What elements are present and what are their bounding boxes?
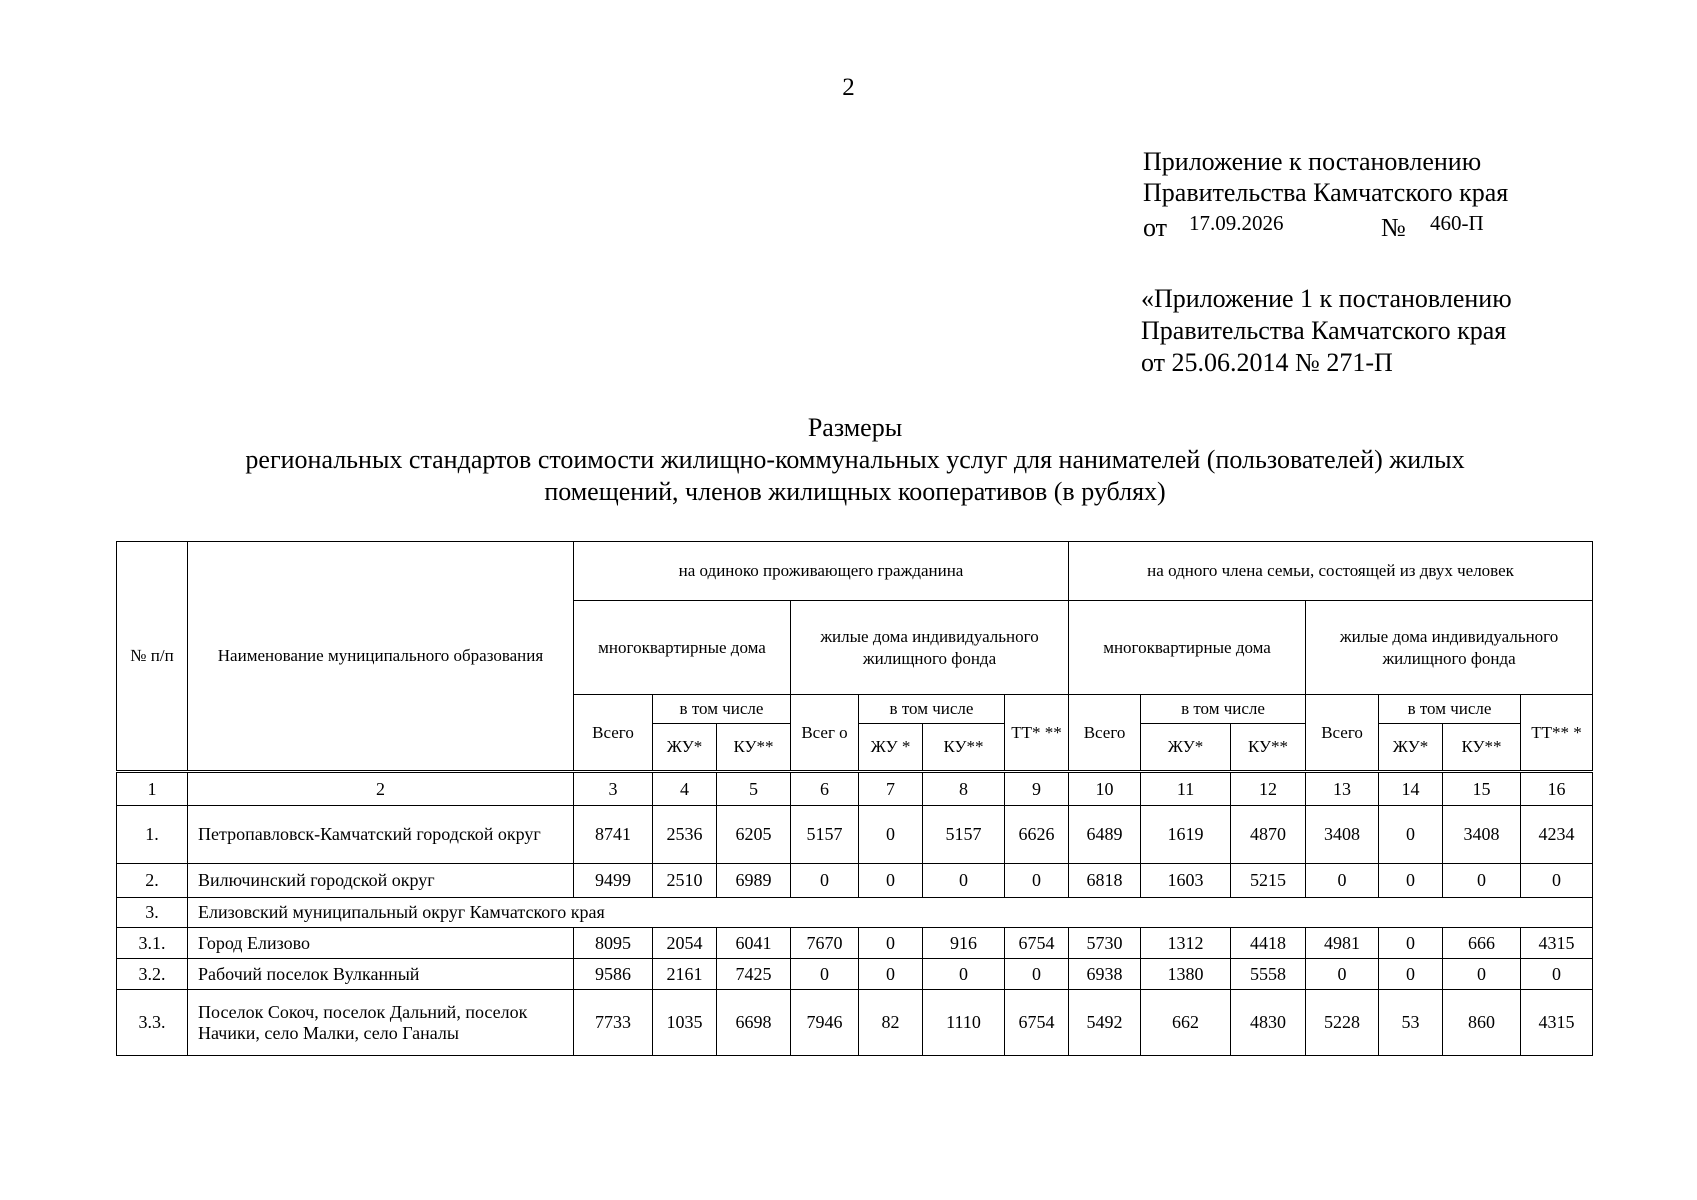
header-single: на одиноко проживающего гражданина (574, 542, 1069, 601)
column-number: 10 (1069, 772, 1141, 806)
value-cell: 6818 (1069, 864, 1141, 898)
column-number: 11 (1141, 772, 1231, 806)
header-name: Наименование муниципального образования (188, 542, 574, 772)
header-including: в том числе (1141, 695, 1306, 724)
value-cell: 2161 (653, 959, 717, 990)
value-cell: 1380 (1141, 959, 1231, 990)
page-number: 2 (842, 74, 855, 101)
column-number: 6 (791, 772, 859, 806)
value-cell: 4315 (1521, 990, 1593, 1056)
value-cell: 3408 (1306, 806, 1379, 864)
header-private-single: жилые дома индивидуального жилищного фонда (791, 601, 1069, 695)
column-number: 3 (574, 772, 653, 806)
value-cell: 0 (1443, 959, 1521, 990)
value-cell: 0 (1443, 864, 1521, 898)
column-number: 13 (1306, 772, 1379, 806)
header-num: № п/п (117, 542, 188, 772)
column-number: 14 (1379, 772, 1443, 806)
header-tt: ТТ* ** (1005, 695, 1069, 772)
number-label: № (1381, 213, 1406, 242)
appendix-ref-line-3: от 25.06.2014 № 271-П (1141, 348, 1393, 377)
header-zhu: ЖУ * (859, 724, 923, 772)
value-cell: 5157 (923, 806, 1005, 864)
header-total: Всег о (791, 695, 859, 772)
value-cell: 4830 (1231, 990, 1306, 1056)
value-cell: 1603 (1141, 864, 1231, 898)
appendix-ref-line-1: «Приложение 1 к постановлению (1141, 284, 1512, 313)
title-line-3: помещений, членов жилищных кооперативов (в рублях) (544, 477, 1166, 506)
value-cell: 6205 (717, 806, 791, 864)
header-zhu: ЖУ* (1141, 724, 1231, 772)
value-cell: 6626 (1005, 806, 1069, 864)
header-private-family: жилые дома индивидуального жилищного фонда (1306, 601, 1593, 695)
row-number: 2. (117, 864, 188, 898)
value-cell: 860 (1443, 990, 1521, 1056)
column-number: 7 (859, 772, 923, 806)
header-apartment-family: многоквартирные дома (1069, 601, 1306, 695)
value-cell: 0 (1005, 864, 1069, 898)
value-cell: 0 (859, 928, 923, 959)
appendix-date-line (1143, 208, 1508, 242)
value-cell: 5228 (1306, 990, 1379, 1056)
rates-table (116, 541, 1593, 1056)
title-line-1: Размеры (807, 413, 903, 442)
municipality-name: Рабочий поселок Вулканный (188, 959, 574, 990)
table-row (117, 959, 1593, 990)
value-cell: 9499 (574, 864, 653, 898)
header-apartment-single: многоквартирные дома (574, 601, 791, 695)
header-ku: КУ** (1443, 724, 1521, 772)
municipality-name: Петропавловск-Камчатский городской округ (188, 806, 574, 864)
value-cell: 0 (923, 959, 1005, 990)
municipality-name: Город Елизово (188, 928, 574, 959)
value-cell: 4418 (1231, 928, 1306, 959)
value-cell: 1035 (653, 990, 717, 1056)
document-title (150, 412, 1560, 508)
column-number: 1 (117, 772, 188, 806)
value-cell: 7733 (574, 990, 653, 1056)
header-tt: ТТ** * (1521, 695, 1593, 772)
header-family: на одного члена семьи, состоящей из двух человек (1069, 542, 1593, 601)
appendix-header (1143, 146, 1509, 242)
from-label: от (1143, 213, 1168, 242)
value-cell: 7425 (717, 959, 791, 990)
column-number: 5 (717, 772, 791, 806)
value-cell: 6989 (717, 864, 791, 898)
header-ku: КУ** (923, 724, 1005, 772)
header-ku: КУ** (717, 724, 791, 772)
municipality-name: Вилючинский городской округ (188, 864, 574, 898)
value-cell: 4981 (1306, 928, 1379, 959)
value-cell: 0 (1005, 959, 1069, 990)
value-cell: 53 (1379, 990, 1443, 1056)
row-number: 3.1. (117, 928, 188, 959)
value-cell: 7670 (791, 928, 859, 959)
appendix-reference (1141, 283, 1512, 379)
value-cell: 6698 (717, 990, 791, 1056)
column-number: 16 (1521, 772, 1593, 806)
value-cell: 8095 (574, 928, 653, 959)
value-cell: 6041 (717, 928, 791, 959)
table-row (117, 806, 1593, 864)
value-cell: 5730 (1069, 928, 1141, 959)
value-cell: 0 (923, 864, 1005, 898)
value-cell: 0 (1521, 864, 1593, 898)
table-row (117, 898, 1593, 928)
value-cell: 0 (1379, 959, 1443, 990)
column-number: 15 (1443, 772, 1521, 806)
value-cell: 666 (1443, 928, 1521, 959)
value-cell: 6754 (1005, 928, 1069, 959)
value-cell: 6754 (1005, 990, 1069, 1056)
row-number: 3. (117, 898, 188, 928)
appendix-ref-line-2: Правительства Камчатского края (1141, 316, 1507, 345)
header-total: Всего (1069, 695, 1141, 772)
value-cell: 7946 (791, 990, 859, 1056)
appendix-line-1: Приложение к постановлению (1143, 147, 1482, 176)
value-cell: 0 (1306, 864, 1379, 898)
value-cell: 0 (1379, 806, 1443, 864)
header-zhu: ЖУ* (653, 724, 717, 772)
column-number: 8 (923, 772, 1005, 806)
table-row (117, 864, 1593, 898)
row-number: 1. (117, 806, 188, 864)
resolution-date: 17.09.2026 (1189, 211, 1284, 235)
table-header (117, 542, 1593, 772)
value-cell: 662 (1141, 990, 1231, 1056)
row-number: 3.2. (117, 959, 188, 990)
value-cell: 6489 (1069, 806, 1141, 864)
title-line-2: региональных стандартов стоимости жилищно-коммунальных услуг для нанимателей (пользователей) жилых (245, 445, 1465, 474)
table-body (117, 772, 1593, 1056)
value-cell: 1110 (923, 990, 1005, 1056)
row-number: 3.3. (117, 990, 188, 1056)
column-number: 2 (188, 772, 574, 806)
value-cell: 6938 (1069, 959, 1141, 990)
value-cell: 4315 (1521, 928, 1593, 959)
value-cell: 0 (1521, 959, 1593, 990)
appendix-line-2: Правительства Камчатского края (1143, 178, 1509, 207)
table-row (117, 990, 1593, 1056)
column-number: 12 (1231, 772, 1306, 806)
value-cell: 0 (791, 959, 859, 990)
header-total: Всего (574, 695, 653, 772)
value-cell: 5558 (1231, 959, 1306, 990)
header-ku: КУ** (1231, 724, 1306, 772)
header-including: в том числе (1379, 695, 1521, 724)
value-cell: 4234 (1521, 806, 1593, 864)
value-cell: 5157 (791, 806, 859, 864)
column-number: 4 (653, 772, 717, 806)
value-cell: 3408 (1443, 806, 1521, 864)
value-cell: 2536 (653, 806, 717, 864)
column-number: 9 (1005, 772, 1069, 806)
municipality-name: Елизовский муниципальный округ Камчатского края (188, 898, 1593, 928)
value-cell: 0 (859, 959, 923, 990)
value-cell: 0 (1379, 928, 1443, 959)
header-total: Всего (1306, 695, 1379, 772)
value-cell: 1312 (1141, 928, 1231, 959)
table-row (117, 928, 1593, 959)
header-zhu: ЖУ* (1379, 724, 1443, 772)
resolution-number: 460-П (1430, 211, 1484, 235)
value-cell: 9586 (574, 959, 653, 990)
header-including: в том числе (859, 695, 1005, 724)
value-cell: 916 (923, 928, 1005, 959)
value-cell: 1619 (1141, 806, 1231, 864)
column-number-row (117, 772, 1593, 806)
value-cell: 0 (859, 864, 923, 898)
value-cell: 0 (791, 864, 859, 898)
value-cell: 4870 (1231, 806, 1306, 864)
value-cell: 2510 (653, 864, 717, 898)
value-cell: 8741 (574, 806, 653, 864)
value-cell: 2054 (653, 928, 717, 959)
header-including: в том числе (653, 695, 791, 724)
value-cell: 0 (859, 806, 923, 864)
value-cell: 5215 (1231, 864, 1306, 898)
value-cell: 5492 (1069, 990, 1141, 1056)
value-cell: 0 (1306, 959, 1379, 990)
value-cell: 82 (859, 990, 923, 1056)
municipality-name: Поселок Сокоч, поселок Дальний, поселок Начики, село Малки, село Ганалы (188, 990, 574, 1056)
value-cell: 0 (1379, 864, 1443, 898)
